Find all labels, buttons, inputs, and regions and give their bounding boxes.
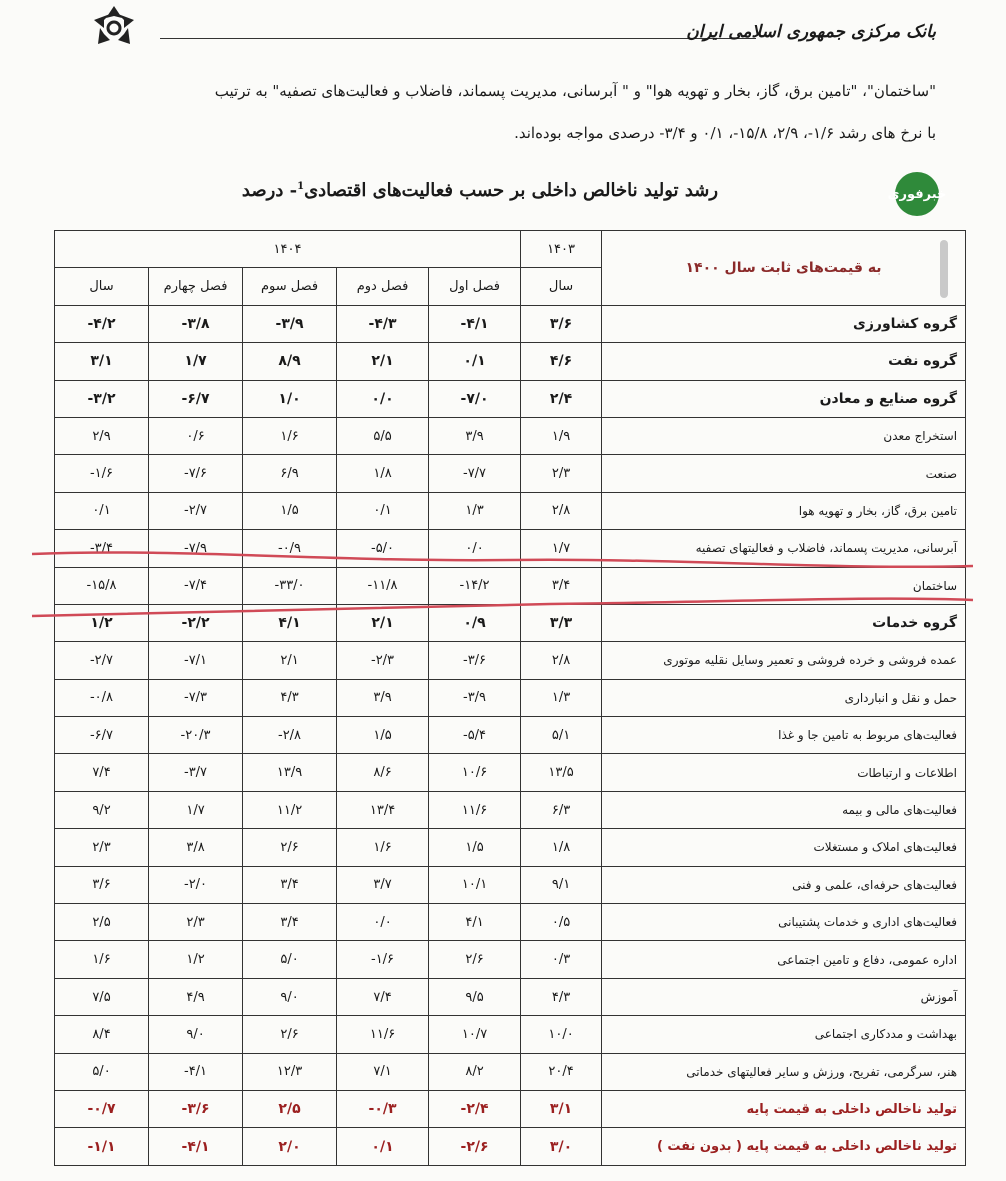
table-row	[55, 941, 966, 978]
row-value: ۸/۶	[337, 754, 429, 791]
col-year-1404: سال	[55, 268, 149, 305]
row-label: فعالیت‌های مربوط به تامین جا و غذا	[602, 717, 966, 754]
intro-line-1: "ساختمان"، "تامین برق، گاز، بخار و تهویه هوا" و " آبرسانی، مدیریت پسماند، فاضلاب و فعالیت‌های تصفیه" به ترتیب	[214, 82, 936, 100]
row-value: ۱/۸	[337, 455, 429, 492]
gdp-growth-table	[54, 230, 966, 1166]
table-row	[55, 1016, 966, 1053]
row-value: -۷/۱	[149, 642, 243, 679]
year-1403-header: ۱۴۰۳	[521, 231, 602, 268]
col-q2: فصل دوم	[337, 268, 429, 305]
row-value: ۰/۵	[521, 904, 602, 941]
row-value: ۱۳/۴	[337, 791, 429, 828]
row-value: -۱۵/۸	[55, 567, 149, 604]
row-value: -۲/۷	[149, 492, 243, 529]
row-value: ۲/۱	[337, 604, 429, 641]
row-value: ۱/۷	[521, 530, 602, 567]
row-value: -۲۰/۳	[149, 717, 243, 754]
row-label: عمده فروشی و خرده فروشی و تعمیر وسایل نقلیه موتوری	[602, 642, 966, 679]
row-value: ۷/۴	[55, 754, 149, 791]
row-value: -۱/۶	[55, 455, 149, 492]
row-value: ۳/۱	[521, 1090, 602, 1127]
row-value: -۴/۳	[337, 305, 429, 342]
bank-logo-icon	[88, 4, 140, 50]
row-value: -۱۱/۸	[337, 567, 429, 604]
row-label: تولید ناخالص داخلی به قیمت پایه	[602, 1090, 966, 1127]
document-header	[0, 0, 1006, 70]
row-value: -۳/۶	[429, 642, 521, 679]
row-value: -۳/۷	[149, 754, 243, 791]
row-value: ۳/۱	[55, 343, 149, 380]
row-value: ۰/۱	[337, 1128, 429, 1165]
row-value: -۱۴/۲	[429, 567, 521, 604]
row-value: -۲/۰	[149, 866, 243, 903]
row-label: فعالیت‌های اداری و خدمات پشتیبانی	[602, 904, 966, 941]
row-value: ۲/۹	[55, 417, 149, 454]
table-row	[55, 380, 966, 417]
col-q4: فصل چهارم	[149, 268, 243, 305]
row-value: ۱/۶	[55, 941, 149, 978]
table-row	[55, 417, 966, 454]
header-rule	[160, 38, 756, 39]
row-value: ۰/۰	[337, 380, 429, 417]
table-body	[55, 305, 966, 1165]
row-value: ۱/۵	[429, 829, 521, 866]
row-label: فعالیت‌های املاک و مستغلات	[602, 829, 966, 866]
row-label: صنعت	[602, 455, 966, 492]
row-value: ۷/۱	[337, 1053, 429, 1090]
row-value: ۳/۹	[337, 679, 429, 716]
row-value: ۱۰/۶	[429, 754, 521, 791]
table-title	[200, 180, 760, 201]
row-value: ۲/۵	[55, 904, 149, 941]
row-value: ۶/۳	[521, 791, 602, 828]
row-label: ساختمان	[602, 567, 966, 604]
row-label: اطلاعات و ارتباطات	[602, 754, 966, 791]
row-value: ۱۰/۰	[521, 1016, 602, 1053]
row-value: ۳/۴	[521, 567, 602, 604]
row-value: ۱/۹	[521, 417, 602, 454]
row-value: ۰/۹	[429, 604, 521, 641]
row-label: آبرسانی، مدیریت پسماند، فاضلاب و فعالیتهای تصفیه	[602, 530, 966, 567]
row-label: بهداشت و مددکاری اجتماعی	[602, 1016, 966, 1053]
row-value: ۰/۳	[521, 941, 602, 978]
row-value: ۱۱/۲	[243, 791, 337, 828]
year-1404-header: ۱۴۰۴	[55, 231, 521, 268]
row-value: -۳/۲	[55, 380, 149, 417]
row-value: ۱۲/۳	[243, 1053, 337, 1090]
row-value: ۵/۰	[243, 941, 337, 978]
row-value: ۴/۳	[521, 978, 602, 1015]
row-value: ۵/۰	[55, 1053, 149, 1090]
row-value: -۴/۲	[55, 305, 149, 342]
row-label: گروه کشاورزی	[602, 305, 966, 342]
row-value: ۰/۱	[55, 492, 149, 529]
row-value: -۳/۸	[149, 305, 243, 342]
row-value: ۳/۰	[521, 1128, 602, 1165]
col-q1: فصل اول	[429, 268, 521, 305]
row-value: ۱/۲	[149, 941, 243, 978]
row-value: ۴/۱	[429, 904, 521, 941]
row-value: ۳/۹	[429, 417, 521, 454]
row-label: حمل و نقل و انبارداری	[602, 679, 966, 716]
row-value: -۴/۱	[149, 1128, 243, 1165]
row-value: ۱/۳	[521, 679, 602, 716]
row-value: ۱۰/۱	[429, 866, 521, 903]
row-value: ۳/۳	[521, 604, 602, 641]
table-row	[55, 866, 966, 903]
row-value: ۱/۰	[243, 380, 337, 417]
col-q3: فصل سوم	[243, 268, 337, 305]
row-label: تولید ناخالص داخلی به قیمت پایه ( بدون نفت )	[602, 1128, 966, 1165]
row-value: ۲۰/۴	[521, 1053, 602, 1090]
row-value: ۳/۷	[337, 866, 429, 903]
table-row	[55, 717, 966, 754]
row-value: ۳/۶	[521, 305, 602, 342]
table-row	[55, 1053, 966, 1090]
row-value: ۲/۶	[429, 941, 521, 978]
row-value: ۲/۶	[243, 829, 337, 866]
table-row	[55, 904, 966, 941]
row-value: -۳/۹	[243, 305, 337, 342]
table-row	[55, 567, 966, 604]
row-value: ۳/۴	[243, 866, 337, 903]
row-value: ۴/۶	[521, 343, 602, 380]
row-value: ۲/۳	[55, 829, 149, 866]
row-label: گروه صنایع و معادن	[602, 380, 966, 417]
row-value: ۲/۳	[521, 455, 602, 492]
row-value: ۸/۲	[429, 1053, 521, 1090]
table-row	[55, 978, 966, 1015]
row-value: ۵/۵	[337, 417, 429, 454]
row-value: ۷/۴	[337, 978, 429, 1015]
row-value: -۰/۳	[337, 1090, 429, 1127]
bank-name: بانک مرکزی جمهوری اسلامی ایران	[686, 22, 936, 42]
row-value: -۶/۷	[55, 717, 149, 754]
table-row	[55, 492, 966, 529]
row-label: استخراج معدن	[602, 417, 966, 454]
row-value: -۰/۸	[55, 679, 149, 716]
row-value: ۲/۱	[243, 642, 337, 679]
row-label: تامین برق، گاز، بخار و تهویه هوا	[602, 492, 966, 529]
row-value: ۲/۳	[149, 904, 243, 941]
table-row	[55, 791, 966, 828]
row-value: -۳/۴	[55, 530, 149, 567]
row-value: -۲/۲	[149, 604, 243, 641]
row-value: ۳/۶	[55, 866, 149, 903]
row-value: ۶/۹	[243, 455, 337, 492]
intro-paragraph	[70, 70, 936, 154]
intro-line-2: با نرخ های رشد ۱/۶-، ۲/۹، ۱۵/۸-، ۰/۱ و ۳/۴- درصدی مواجه بوده‌اند.	[514, 124, 936, 142]
row-value: ۱/۸	[521, 829, 602, 866]
row-value: -۷/۴	[149, 567, 243, 604]
row-value: -۷/۶	[149, 455, 243, 492]
row-value: ۹/۵	[429, 978, 521, 1015]
row-value: -۴/۱	[149, 1053, 243, 1090]
row-value: ۹/۱	[521, 866, 602, 903]
row-value: -۱/۱	[55, 1128, 149, 1165]
row-label: گروه نفت	[602, 343, 966, 380]
row-value: -۲/۷	[55, 642, 149, 679]
table-row	[55, 455, 966, 492]
row-value: ۴/۱	[243, 604, 337, 641]
row-value: -۷/۰	[429, 380, 521, 417]
row-value: ۱۳/۹	[243, 754, 337, 791]
row-value: ۲/۰	[243, 1128, 337, 1165]
row-value: -۲/۴	[429, 1090, 521, 1127]
row-value: ۰/۰	[337, 904, 429, 941]
row-value: ۲/۶	[243, 1016, 337, 1053]
row-value: ۰/۱	[337, 492, 429, 529]
row-value: ۸/۴	[55, 1016, 149, 1053]
row-value: ۳/۴	[243, 904, 337, 941]
row-value: -۷/۳	[149, 679, 243, 716]
table-row	[55, 754, 966, 791]
row-value: -۷/۹	[149, 530, 243, 567]
row-value: -۳/۶	[149, 1090, 243, 1127]
row-value: ۹/۲	[55, 791, 149, 828]
row-value: ۱/۵	[337, 717, 429, 754]
table-row	[55, 1090, 966, 1127]
row-value: -۲/۸	[243, 717, 337, 754]
table-row	[55, 530, 966, 567]
row-value: ۴/۹	[149, 978, 243, 1015]
row-value: ۱۰/۷	[429, 1016, 521, 1053]
row-value: ۲/۵	[243, 1090, 337, 1127]
row-value: ۳/۸	[149, 829, 243, 866]
row-value: ۰/۱	[429, 343, 521, 380]
row-label: فعالیت‌های مالی و بیمه	[602, 791, 966, 828]
row-value: ۷/۵	[55, 978, 149, 1015]
row-value: -۰/۷	[55, 1090, 149, 1127]
row-value: -۱/۶	[337, 941, 429, 978]
row-label: گروه خدمات	[602, 604, 966, 641]
row-value: ۲/۱	[337, 343, 429, 380]
row-value: ۱۱/۶	[337, 1016, 429, 1053]
row-value: ۸/۹	[243, 343, 337, 380]
row-value: ۰/۶	[149, 417, 243, 454]
row-value: ۱۳/۵	[521, 754, 602, 791]
row-label: هنر، سرگرمی، تفریح، ورزش و سایر فعالیتهای خدماتی	[602, 1053, 966, 1090]
row-value: -۶/۷	[149, 380, 243, 417]
row-value: ۹/۰	[149, 1016, 243, 1053]
row-value: -۵/۴	[429, 717, 521, 754]
row-value: -۰/۹	[243, 530, 337, 567]
table-row	[55, 343, 966, 380]
row-value: -۳/۹	[429, 679, 521, 716]
row-value: ۱/۵	[243, 492, 337, 529]
row-value: ۴/۳	[243, 679, 337, 716]
row-label: فعالیت‌های حرفه‌ای، علمی و فنی	[602, 866, 966, 903]
news-badge-logo: خبرفوری	[895, 172, 939, 216]
row-value: ۱۱/۶	[429, 791, 521, 828]
row-value: ۲/۸	[521, 492, 602, 529]
row-value: ۱/۶	[243, 417, 337, 454]
table-row	[55, 305, 966, 342]
table-title-suffix: - درصد	[241, 180, 298, 201]
row-value: -۷/۷	[429, 455, 521, 492]
row-value: ۱/۷	[149, 791, 243, 828]
row-value: -۴/۱	[429, 305, 521, 342]
table-row	[55, 1128, 966, 1165]
row-label: آموزش	[602, 978, 966, 1015]
row-value: ۱/۳	[429, 492, 521, 529]
table-title-footnote: 1	[297, 181, 305, 192]
table-row	[55, 642, 966, 679]
table-row	[55, 679, 966, 716]
row-value: ۱/۶	[337, 829, 429, 866]
row-value: -۳۳/۰	[243, 567, 337, 604]
col-year-1403: سال	[521, 268, 602, 305]
row-value: -۲/۳	[337, 642, 429, 679]
row-value: ۹/۰	[243, 978, 337, 1015]
row-value: ۲/۸	[521, 642, 602, 679]
row-value: ۵/۱	[521, 717, 602, 754]
table-title-text: رشد تولید ناخالص داخلی بر حسب فعالیت‌های اقتصادی	[304, 180, 719, 201]
row-value: ۱/۲	[55, 604, 149, 641]
table-row	[55, 829, 966, 866]
row-value: -۲/۶	[429, 1128, 521, 1165]
basis-header: به قیمت‌های ثابت سال ۱۴۰۰	[602, 231, 966, 306]
row-value: ۲/۴	[521, 380, 602, 417]
row-label: اداره عمومی، دفاع و تامین اجتماعی	[602, 941, 966, 978]
table-row	[55, 604, 966, 641]
row-value: -۵/۰	[337, 530, 429, 567]
row-value: ۱/۷	[149, 343, 243, 380]
row-value: ۰/۰	[429, 530, 521, 567]
